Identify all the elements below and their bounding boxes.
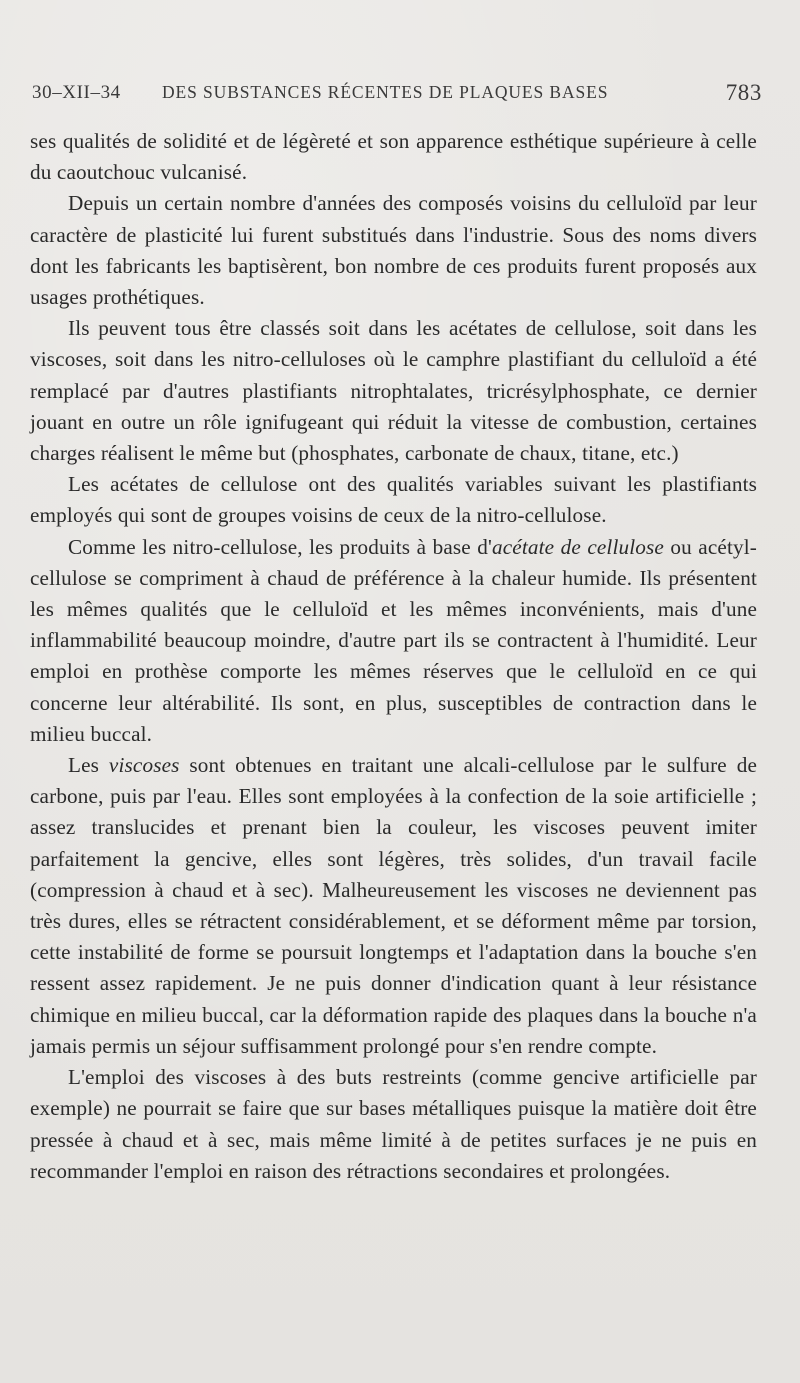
paragraph-6-italic-term: viscoses [108, 753, 180, 778]
running-head-title: DES SUBSTANCES RÉCENTES DE PLAQUES BASES [162, 82, 609, 102]
paragraph-5 [30, 532, 757, 750]
paragraph-6-rest: sont obtenues en traitant une alcali-cellulose par le sulfure de carbone, puis par l'eau. Elles sont employées à la confection de la soie artificielle ; assez translucides et prenant bien la couleur, les viscoses peuvent imiter parfaitement la gencive, elles sont légères, très solides, d'un travail facile (compression à chaud et à sec). Malheureusement les viscoses ne deviennent pas très dures, elles se rétractent considérablement, et se déforment même par torsion, cette instabilité de forme se poursuit longtemps et l'adaptation dans la bouche s'en ressent assez rapidement. Je ne puis donner d'indication quant à leur résistance chimique en milieu buccal, car la déformation rapide des plaques dans la bouche n'a jamais permis un séjour suffisamment prolongé pour s'en rendre compte. [30, 753, 757, 1058]
paragraph-2: Depuis un certain nombre d'années des composés voisins du celluloïd par leur caractère de plasticité lui furent substitués dans l'industrie. Sous des noms divers dont les fabricants les baptisèrent, bon nombre de ces produits furent proposés aux usages prothétiques. [30, 191, 757, 310]
paragraph-5-italic-term: acétate de cellulose [491, 534, 664, 559]
running-head-date: 30–XII–34 [32, 82, 121, 103]
paragraph-7: L'emploi des viscoses à des buts restreints (comme gencive artificielle par exemple) ne pourrait se faire que sur bases métalliques puisque la matière doit être pressée à chaud et à sec, mais même limité à de petites surfaces je ne puis en recommander l'emploi en raison des rétractions secondaires et prolongées. [30, 1065, 757, 1183]
running-head [32, 80, 762, 114]
body-text [30, 126, 757, 1187]
paragraph-3: Ils peuvent tous être classés soit dans les acétates de cellulose, soit dans les viscoses, soit dans les nitro-celluloses où le camphre plastifiant du celluloïd a été remplacé par d'autres plastifiants nitrophtalates, tricrésylphosphate, ce dernier jouant en outre un rôle ignifugeant qui réduit la vitesse de combustion, certaines charges réalisent le même but (phosphates, carbonate de chaux, titane, etc.) [30, 316, 757, 466]
page-number: 783 [725, 80, 762, 105]
paragraph-5-rest: ou acétyl-cellulose se compriment à chaud de préférence à la chaleur humide. Ils présentent les mêmes qualités que le celluloïd et les mêmes inconvénients, mais d'une inflammabilité beaucoup moindre, d'autre part ils se contractent à l'humidité. Leur emploi en prothèse comporte les mêmes réserves que le celluloïd en ce qui concerne leur altérabilité. Ils sont, en plus, susceptibles de contraction dans le milieu buccal. [30, 534, 757, 746]
paragraph-5-start: Comme les nitro-cellulose, les produits à base d' [68, 534, 492, 559]
paragraph-6 [30, 750, 757, 1062]
paragraph-6-start: Les [68, 753, 109, 778]
paragraph-1: ses qualités de solidité et de légèreté et son apparence esthétique supérieure à celle du caoutchouc vulcanisé. [30, 129, 757, 185]
paragraph-4: Les acétates de cellulose ont des qualités variables suivant les plastifiants employés qui sont de groupes voisins de ceux de la nitro-cellulose. [30, 472, 757, 528]
